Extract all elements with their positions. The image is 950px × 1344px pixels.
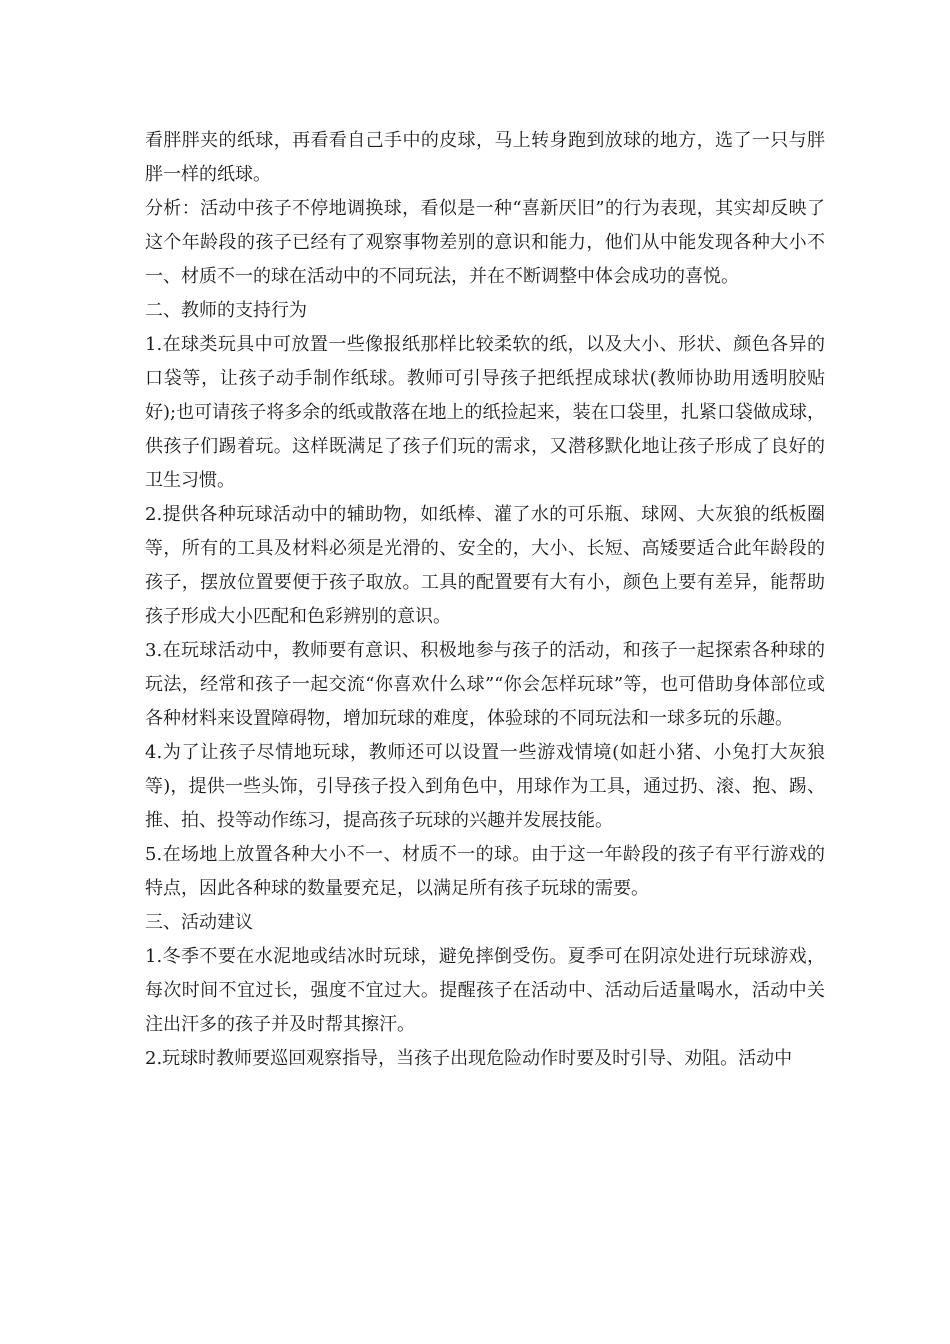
paragraph-suggestion-2: 2.玩球时教师要巡回观察指导，当孩子出现危险动作时要及时引导、劝阻。活动中 — [145, 1048, 793, 1069]
document-page — [145, 124, 825, 1076]
paragraph-analysis: 分析：活动中孩子不停地调换球，看似是一种“喜新厌旧”的行为表现，其实却反映了这个年龄段的孩子已经有了观察事物差别的意识和能力，他们从中能发现各种大小不一、材质不一的球在活动中的不同玩法，并在不断调整中体会成功的喜悦。 — [145, 198, 825, 287]
paragraph-suggestion-1: 1.冬季不要在水泥地或结冰时玩球，避免摔倒受伤。夏季可在阴凉处进行玩球游戏，每次时间不宜过长，强度不宜过大。提醒孩子在活动中、活动后适量喝水，活动中关注出汗多的孩子并及时帮其擦汗。 — [145, 946, 825, 1035]
paragraph-continuation: 看胖胖夹的纸球，再看看自己手中的皮球，马上转身跑到放球的地方，选了一只与胖胖一样的纸球。 — [145, 130, 825, 185]
section-heading-activity-suggestions: 三、活动建议 — [145, 912, 253, 933]
section-heading-teacher-support: 二、教师的支持行为 — [145, 300, 307, 321]
paragraph-item-5: 5.在场地上放置各种大小不一、材质不一的球。由于这一年龄段的孩子有平行游戏的特点，因此各种球的数量要充足，以满足所有孩子玩球的需要。 — [145, 844, 825, 899]
paragraph-item-4: 4.为了让孩子尽情地玩球，教师还可以设置一些游戏情境(如赶小猪、小兔打大灰狼等)，提供一些头饰，引导孩子投入到角色中，用球作为工具，通过扔、滚、抱、踢、推、拍、投等动作练习，提高孩子玩球的兴趣并发展技能。 — [145, 742, 825, 831]
paragraph-item-1: 1.在球类玩具中可放置一些像报纸那样比较柔软的纸，以及大小、形状、颜色各异的口袋等，让孩子动手制作纸球。教师可引导孩子把纸捏成球状(教师协助用透明胶贴好);也可请孩子将多余的纸或散落在地上的纸捡起来，装在口袋里，扎紧口袋做成球，供孩子们踢着玩。这样既满足了孩子们玩的需求，又潜移默化地让孩子形成了良好的卫生习惯。 — [145, 334, 825, 491]
paragraph-item-3: 3.在玩球活动中，教师要有意识、积极地参与孩子的活动，和孩子一起探索各种球的玩法，经常和孩子一起交流“你喜欢什么球”“你会怎样玩球”等，也可借助身体部位或各种材料来设置障碍物，增加玩球的难度，体验球的不同玩法和一球多玩的乐趣。 — [145, 640, 825, 729]
paragraph-item-2: 2.提供各种玩球活动中的辅助物，如纸棒、灌了水的可乐瓶、球网、大灰狼的纸板圈等，所有的工具及材料必须是光滑的、安全的，大小、长短、高矮要适合此年龄段的孩子，摆放位置要便于孩子取放。工具的配置要有大有小，颜色上要有差异，能帮助孩子形成大小匹配和色彩辨别的意识。 — [145, 504, 825, 627]
